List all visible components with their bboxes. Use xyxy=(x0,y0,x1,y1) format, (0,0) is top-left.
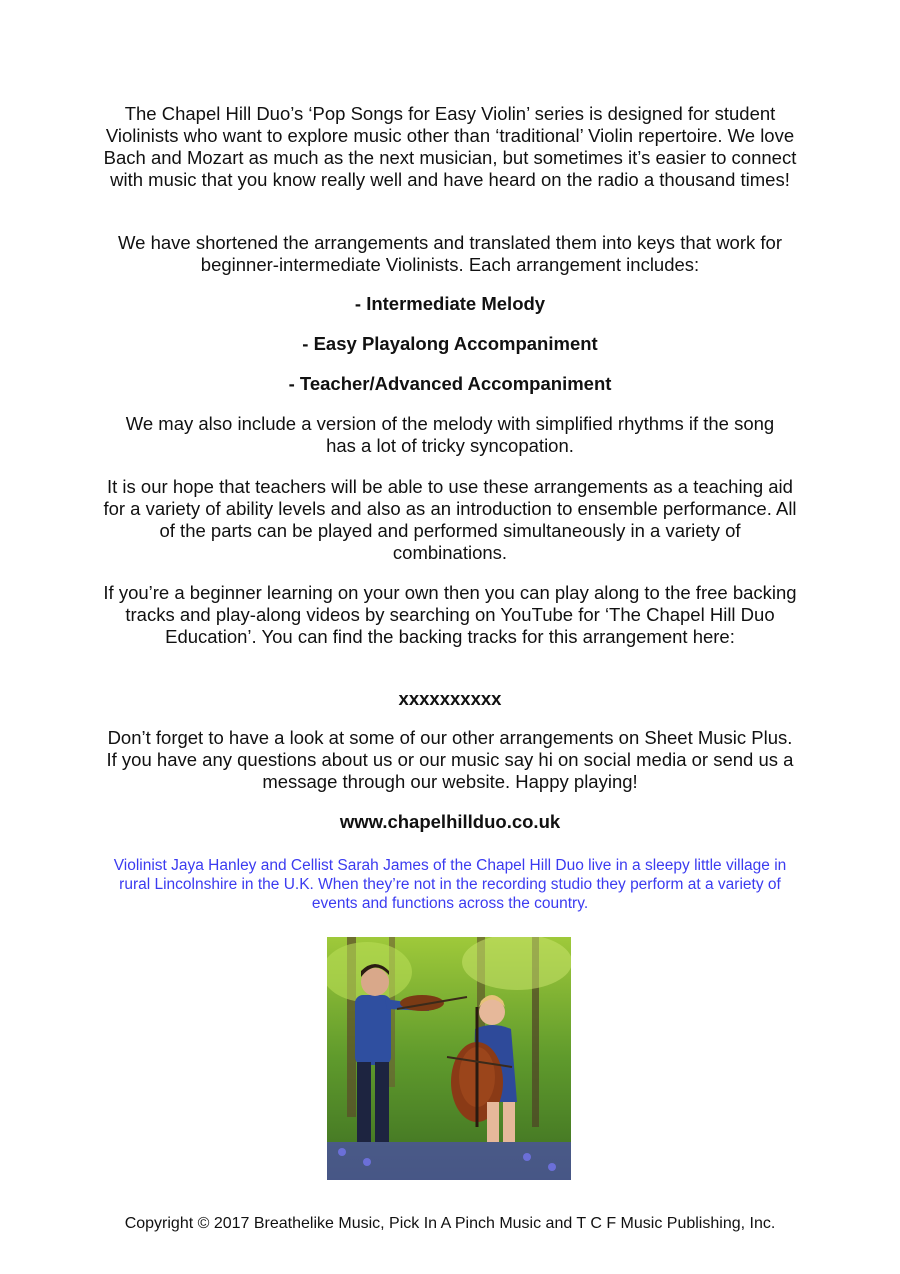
backing-track-link[interactable]: xxxxxxxxxx xyxy=(398,688,502,709)
arrangements-paragraph: We have shortened the arrangements and translated them into keys that work for beginner-intermediate Violinists. Each arrangement includes: xyxy=(118,232,782,275)
teachers-paragraph: It is our hope that teachers will be able to use these arrangements as a teaching aid for a variety of ability levels and also as an introduction to ensemble performance. All of the parts can be played and performed simultaneously in a variety of combinations. xyxy=(103,476,797,563)
include-item-teacher: - Teacher/Advanced Accompaniment xyxy=(288,373,612,394)
website-link[interactable]: www.chapelhillduo.co.uk xyxy=(339,811,561,832)
closing-paragraph: Don’t forget to have a look at some of our other arrangements on Sheet Music Plus. If you have any questions about us or our music say hi on social media or send us a message through our website. Happy playing! xyxy=(106,727,794,792)
beginner-paragraph: If you’re a beginner learning on your own then you can play along to the free backing tracks and play-along videos by searching on YouTube for ‘The Chapel Hill Duo Education’. You can find the backing tracks for this arrangement here: xyxy=(103,582,797,647)
include-item-playalong: - Easy Playalong Accompaniment xyxy=(302,333,598,354)
intro-paragraph: The Chapel Hill Duo’s ‘Pop Songs for Easy Violin’ series is designed for student Violinists who want to explore music other than ‘traditional’ Violin repertoire. We love Bach and Mozart as much as the next musician, but sometimes it’s easier to connect with music that you know really well and have heard on the radio a thousand times! xyxy=(103,103,797,190)
simplified-paragraph: We may also include a version of the melody with simplified rhythms if the song has a lot of tricky syncopation. xyxy=(125,413,775,456)
copyright-notice: Copyright © 2017 Breathelike Music, Pick In A Pinch Music and T C F Music Publishing, Inc. xyxy=(124,1215,776,1232)
include-item-melody: - Intermediate Melody xyxy=(354,293,546,314)
duo-photo xyxy=(327,937,571,1180)
duo-bio: Violinist Jaya Hanley and Cellist Sarah James of the Chapel Hill Duo live in a sleepy little village in rural Lincolnshire in the U.K. When they’re not in the recording studio they perform at a variety of events and functions across the country. xyxy=(113,857,787,912)
